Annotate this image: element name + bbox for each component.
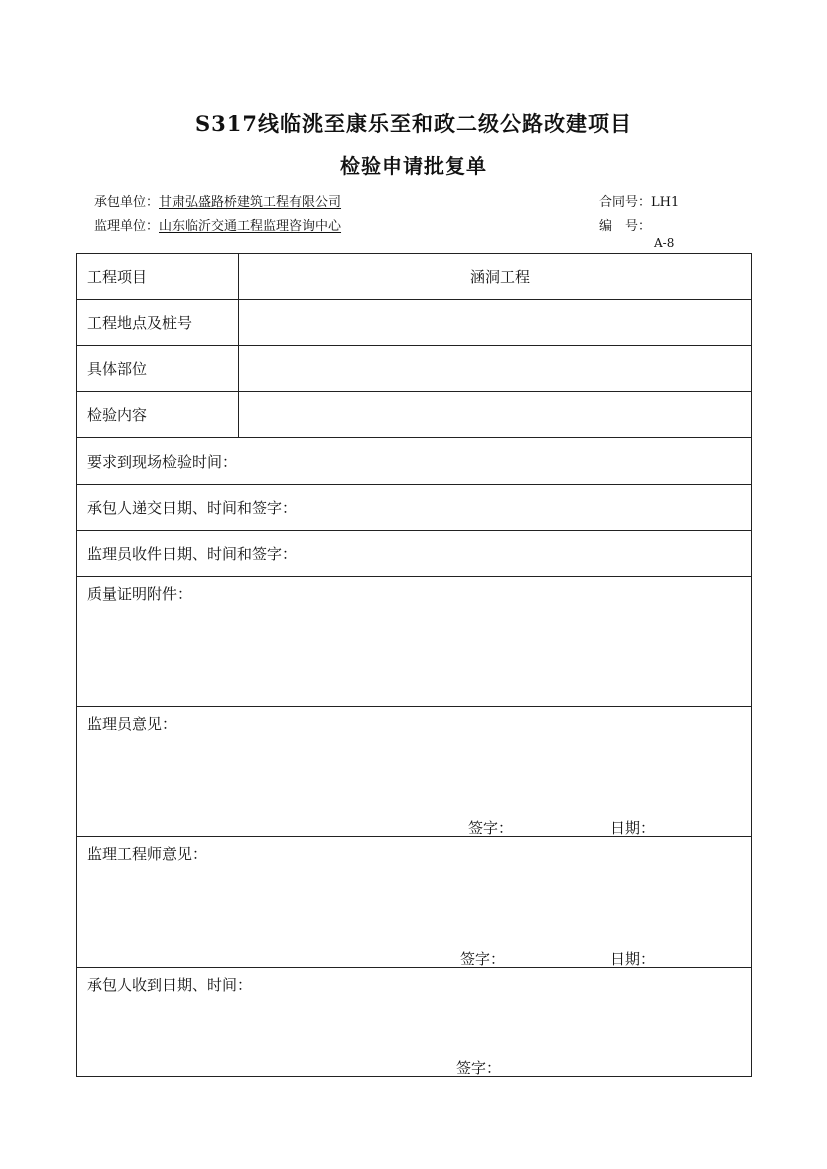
contractor-receipt-section [77, 968, 752, 1077]
supervisor-opinion-label: 监理员意见： [87, 715, 178, 733]
inspection-form-table [76, 253, 752, 1077]
engineer-opinion-section [77, 837, 752, 968]
attachments-section [77, 577, 752, 707]
contractor-label: 承包单位： [94, 195, 160, 210]
part-value [239, 346, 752, 392]
contractor-receipt-label: 承包人收到日期、时间： [87, 976, 253, 994]
content-label: 检验内容 [77, 392, 239, 438]
engineer-opinion-label: 监理工程师意见： [87, 845, 208, 863]
attachments-label: 质量证明附件： [87, 585, 193, 603]
document-subtitle: 检验申请批复单 [340, 154, 487, 178]
contractor-sign-label: 签字： [456, 1059, 502, 1077]
contract-no-label: 合同号： [599, 195, 652, 210]
location-value [239, 300, 752, 346]
supervisor-value: 山东临沂交通工程监理咨询中心 [159, 219, 342, 234]
contract-no-value: LH1 [651, 195, 680, 210]
contractor-value: 甘肃弘盛路桥建筑工程有限公司 [159, 195, 342, 210]
supervisor-sign-label: 签字： [468, 819, 514, 837]
engineer-date-label: 日期： [610, 950, 656, 968]
serial-label: 编 号： [599, 219, 652, 234]
form-code: A-8 [654, 236, 675, 250]
submit-info-row: 承包人递交日期、时间和签字： [77, 485, 752, 531]
supervisor-opinion-section [77, 707, 752, 837]
supervisor-line [94, 215, 341, 234]
engineer-sign-label: 签字： [460, 950, 506, 968]
part-label: 具体部位 [77, 346, 239, 392]
project-item-value: 涵洞工程 [239, 254, 752, 300]
document-title: S317线临洮至康乐至和政二级公路改建项目 [195, 111, 632, 136]
supervisor-date-label: 日期： [610, 819, 656, 837]
required-time-row: 要求到现场检验时间： [77, 438, 752, 485]
supervisor-label: 监理单位： [94, 219, 160, 234]
contract-no-line [599, 191, 679, 210]
receive-info-row: 监理员收件日期、时间和签字： [77, 531, 752, 577]
project-item-label: 工程项目 [77, 254, 239, 300]
content-value [239, 392, 752, 438]
location-label: 工程地点及桩号 [77, 300, 239, 346]
contractor-line [94, 191, 341, 210]
